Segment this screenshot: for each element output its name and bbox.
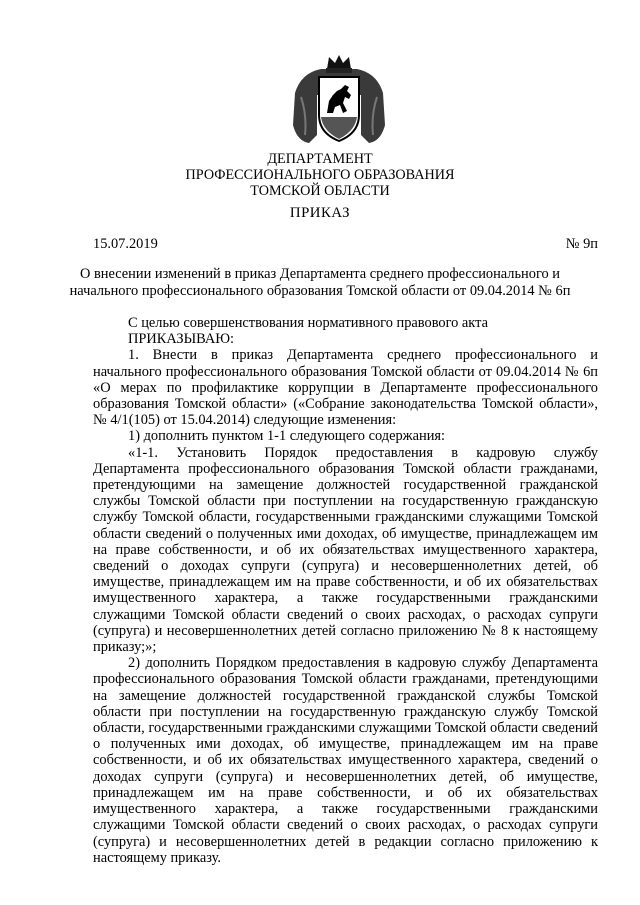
document-number: № 9п bbox=[565, 236, 598, 252]
body-paragraph: С целью совершенствования нормативного правового акта bbox=[128, 315, 488, 331]
body-paragraph-order: ПРИКАЗЫВАЮ: bbox=[128, 331, 235, 348]
subject-line: О внесении изменений в приказ Департамента среднего профессионального и bbox=[79, 266, 560, 282]
header-line-department: ДЕПАРТАМЕНТ bbox=[267, 151, 373, 167]
body-paragraph: 1) дополнить пунктом 1-1 следующего содержания: bbox=[128, 428, 446, 445]
coat-of-arms-icon bbox=[291, 55, 387, 147]
header-line-professional-education: ПРОФЕССИОНАЛЬНОГО ОБРАЗОВАНИЯ bbox=[185, 167, 455, 183]
body-paragraph: 2) дополнить Порядком предоставления в кадровую службу Департамента профессионального образования Томской области гражданами, претендующими на замещение должностей государственной гражданской службы Томской области при поступлении на государственную гражданскую службу Томской области, государственными гражданскими служащими Томской области сведений о полученных ими доходах, об имуществе, принадлежащем им на праве собственности, и об их обязательствах имущественного характера, сведений о доходах супруги (супруга) и несовершеннолетних детей, об имуществе, принадлежащем им на праве собственности, и об их обязательствах имущественного характера, а также государственными гражданскими служащими Томской области сведений о своих расходах, о расходах супруги (супруга) и несовершеннолетних детей в редакции согласно приложению к настоящему приказу. bbox=[93, 655, 598, 866]
document-subject bbox=[0, 266, 640, 300]
header-line-tomsk-region: ТОМСКОЙ ОБЛАСТИ bbox=[250, 183, 390, 199]
document-body bbox=[93, 315, 598, 866]
document-date: 15.07.2019 bbox=[93, 236, 158, 252]
subject-line: начального профессионального образования Томской области от 09.04.2014 № 6п bbox=[69, 283, 571, 299]
body-paragraph: 1. Внести в приказ Департамента среднего профессионального и начального профессионального образования Томской области от 09.04.2014 № 6п «О мерах по профилактике коррупции в Департаменте профессионального образования Томской области» («Собрание законодательства Томской области», № 4/1(105) от 15.04.2014) следующие изменения: bbox=[93, 347, 598, 429]
body-paragraph: «1-1. Установить Порядок предоставления в кадровую службу Департамента профессионального образования Томской области гражданами, претендующими на замещение должностей государственной гражданской службы Томской области при поступлении на государственную гражданскую службу Томской области, государственными гражданскими служащими Томской области сведений о полученных ими доходах, об имуществе, принадлежащем им на праве собственности, и об их обязательствах имущественного характера, сведений о доходах супруги (супруга) и несовершеннолетних детей, об имуществе, принадлежащем им на праве собственности, и об их обязательствах имущественного характера, а также государственными гражданскими служащими Томской области сведений о своих расходах, о расходах супруги (супруга) и несовершеннолетних детей согласно приложению № 8 к настоящему приказу;»; bbox=[93, 444, 598, 656]
document-type: ПРИКАЗ bbox=[289, 205, 351, 221]
